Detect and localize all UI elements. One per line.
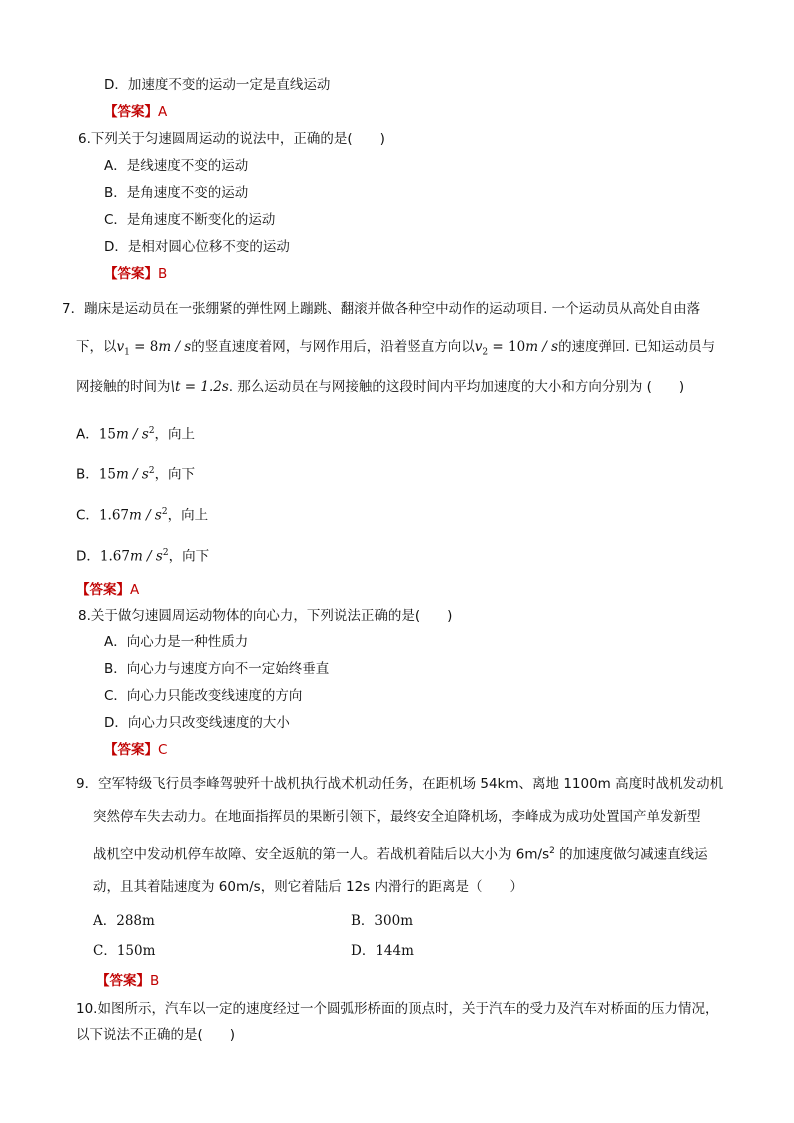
option-number: 1.67 (99, 548, 130, 565)
q8-answer (104, 741, 167, 759)
q6-option-b: B．是角速度不变的运动 (104, 185, 249, 201)
option-label: D． (76, 548, 100, 565)
q9-line2: 突然停车失去动力。在地面指挥员的果断引领下，最终安全迫降机场，李峰成为成功处置国产单发新型 (93, 809, 701, 825)
option-unit: m / s (129, 548, 163, 565)
q6-option-d: D．是相对圆心位移不变的运动 (104, 239, 290, 255)
q6-answer (104, 265, 167, 283)
option-number: 15 (98, 426, 116, 443)
v1-symbol: v (116, 339, 125, 355)
q9-text: 的加速度做匀减速直线运 (554, 846, 708, 863)
answer-letter: A (130, 582, 140, 598)
q7-option-c (76, 503, 208, 525)
option-unit: m / s (129, 507, 162, 524)
q8-option-c: C．向心力只能改变线速度的方向 (104, 688, 303, 704)
option-exponent: 2 (148, 426, 155, 436)
q7-option-d (76, 544, 209, 566)
q9-line1: 9．空军特级飞行员李峰驾驶歼十战机执行战术机动任务，在距机场 54km、离地 1100m 高度时战机发动机 (76, 776, 724, 792)
q7-text: 网接触的时间为 (76, 379, 171, 395)
q6-option-c: C．是角速度不断变化的运动 (104, 212, 276, 228)
q9-option-c: C．150m (93, 943, 156, 959)
v1-value: = 8 (129, 339, 159, 355)
option-direction: ，向上 (167, 507, 209, 524)
prev-option-d: D．加速度不变的运动一定是直线运动 (104, 77, 331, 93)
q6-stem: 6.下列关于匀速圆周运动的说法中，正确的是( ) (78, 131, 385, 147)
answer-tag: 【答案】 (76, 582, 130, 598)
option-label: A． (76, 426, 99, 443)
q7-option-b (76, 462, 195, 484)
option-exponent: 2 (162, 548, 169, 558)
v2-unit: m / s (525, 339, 559, 355)
option-direction: ，向上 (154, 426, 196, 443)
option-label: C． (76, 507, 99, 524)
q7-text: 的速度弹回. 已知运动员与 (558, 339, 716, 355)
q8-option-d: D．向心力只改变线速度的大小 (104, 715, 290, 731)
q7-text: 的竖直速度着网，与网作用后，沿着竖直方向以 (191, 339, 475, 355)
option-direction: ，向下 (154, 466, 196, 483)
q8-stem: 8.关于做匀速圆周运动物体的向心力，下列说法正确的是( ) (78, 608, 453, 624)
q7-option-a (76, 422, 195, 444)
q9-line4: 动，且其着陆速度为 60m/s，则它着陆后 12s 内滑行的距离是（ ） (93, 879, 523, 895)
answer-tag: 【答案】 (104, 104, 158, 120)
q7-answer (76, 581, 139, 599)
q7-text: 下，以 (76, 339, 117, 355)
q8-option-b: B．向心力与速度方向不一定始终垂直 (104, 661, 330, 677)
answer-letter: A (158, 104, 168, 120)
q7-text: . 那么运动员在与网接触的这段时间内平均加速度的大小和方向分别为 ( ) (228, 379, 685, 395)
option-unit: m / s (115, 466, 149, 483)
q9-exponent: 2 (549, 846, 555, 856)
option-direction: ，向下 (168, 548, 210, 565)
delta-t: \t = 1.2s (170, 379, 229, 395)
answer-letter: B (150, 973, 160, 989)
q7-line3 (76, 378, 684, 396)
v2-value: = 10 (488, 339, 526, 355)
q6-option-a: A．是线速度不变的运动 (104, 158, 249, 174)
q7-line2 (76, 338, 715, 362)
q10-line2: 以下说法不正确的是( ) (76, 1027, 236, 1043)
option-exponent: 2 (148, 466, 155, 476)
q9-line3 (93, 842, 708, 864)
q9-option-a: A．288m (93, 913, 155, 929)
prev-answer (104, 103, 167, 121)
q10-line1: 10.如图所示，汽车以一定的速度经过一个圆弧形桥面的顶点时，关于汽车的受力及汽车对桥面的压力情况， (76, 1001, 719, 1017)
v1-unit: m / s (158, 339, 192, 355)
v2-symbol: v (474, 339, 483, 355)
option-number: 1.67 (98, 507, 129, 524)
answer-tag: 【答案】 (104, 742, 158, 758)
v1-subscript: 1 (124, 347, 130, 358)
option-exponent: 2 (161, 507, 168, 517)
q7-line1: 7．蹦床是运动员在一张绷紧的弹性网上蹦跳、翻滚并做各种空中动作的运动项目. 一个运动员从高处自由落 (62, 301, 701, 317)
q9-option-b: B．300m (351, 913, 413, 929)
v2-subscript: 2 (482, 347, 489, 358)
q8-option-a: A．向心力是一种性质力 (104, 634, 249, 650)
q9-text: 战机空中发动机停车故障、安全返航的第一人。若战机着陆后以大小为 6m/s (93, 846, 550, 863)
q9-option-d: D．144m (351, 943, 414, 959)
answer-tag: 【答案】 (104, 266, 158, 282)
answer-letter: C (158, 742, 168, 758)
option-label: B． (76, 466, 99, 483)
answer-letter: B (158, 266, 168, 282)
q9-answer (96, 972, 159, 990)
option-unit: m / s (115, 426, 149, 443)
answer-tag: 【答案】 (96, 973, 150, 989)
option-number: 15 (98, 466, 116, 483)
